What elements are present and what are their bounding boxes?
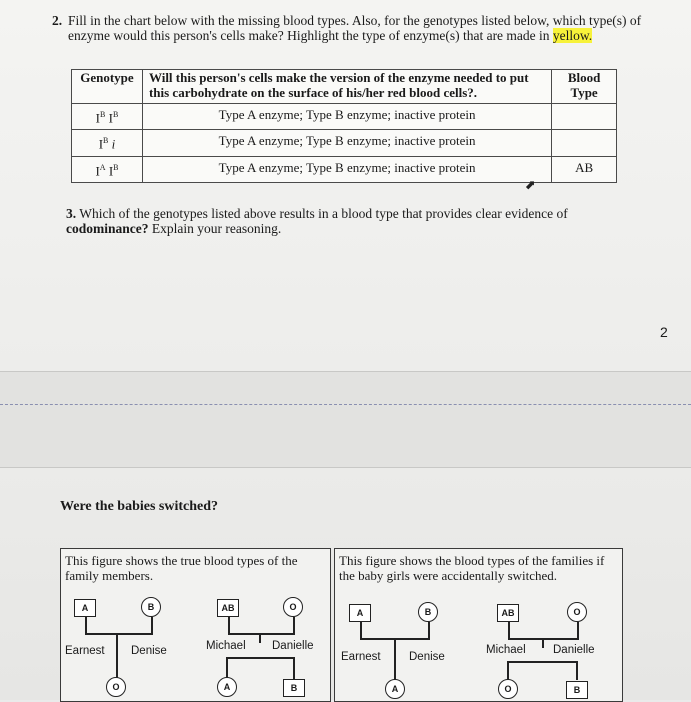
allele-2-sup: B [112,110,119,119]
cursor-arrow-icon: ⬈ [525,177,536,192]
question-3-text: Which of the genotypes listed above results in a blood type that provides clear evidence of [79,206,568,221]
page-number: 2 [660,324,668,340]
mother-name: Danielle [553,644,595,656]
allele-1-sup: B [100,110,106,119]
pedigree-line [577,622,579,639]
marriage-line [228,633,295,635]
mother-circle-icon: B [418,602,438,622]
father-square-icon: A [74,599,96,617]
enzyme-cell[interactable]: Type A enzyme; Type B enzyme; inactive protein [142,156,551,182]
mother-name: Denise [131,645,167,657]
figure-switched-blood-types [334,548,623,702]
pedigree-line [228,616,230,634]
mother-circle-icon: B [141,597,161,617]
father-square-icon: AB [497,604,519,622]
father-square-icon: AB [217,599,239,617]
blood-type-cell[interactable]: AB [552,156,617,182]
allele-2-sup: B [113,162,119,172]
genotype-table [71,69,617,183]
descent-line [394,638,396,680]
pedigree-line [360,621,362,639]
table-header-row [72,70,617,104]
figure-true-blood-types [60,548,331,702]
question-3 [66,206,626,236]
question-3-bold: codominance? [66,221,149,236]
genotype-cell [72,130,143,156]
child-square-icon: B [566,681,588,699]
table-row [72,104,617,130]
father-square-icon: A [349,604,371,622]
sibship-line [226,657,294,659]
descent-line [116,633,118,678]
page-break-band [0,371,691,468]
child-circle-icon: O [106,677,126,697]
mother-circle-icon: O [567,602,587,622]
header-enzyme: Will this person's cells make the version of the enzyme needed to put this carbohydrate on the surface of his/her red blood cells?. [142,70,551,104]
descent-line [226,657,228,679]
marriage-line [85,633,153,635]
figure-1-caption: This figure shows the true blood types of the family members. [65,553,298,583]
allele-1-sup: A [99,162,106,172]
question-2-number: 2. [52,13,63,28]
mother-name: Denise [409,651,445,663]
allele-2: I [108,110,113,126]
allele-1: I [95,162,100,178]
child-circle-icon: A [385,679,405,699]
allele-1-sup: B [103,136,109,146]
figure-2-caption: This figure shows the blood types of the families if the baby girls were accidentally switched. [339,553,605,583]
header-blood-type: Blood Type [552,70,617,104]
enzyme-cell[interactable]: Type A enzyme; Type B enzyme; inactive protein [142,104,551,130]
father-name: Earnest [341,651,381,663]
pedigree-line [151,617,153,634]
mother-circle-icon: O [283,597,303,617]
allele-1: I [95,110,100,126]
babies-heading: Were the babies switched? [60,499,219,514]
question-3-text-after: Explain your reasoning. [151,221,282,236]
genotype-cell [72,156,143,182]
sibship-line [507,661,577,663]
father-name: Michael [206,640,246,652]
header-genotype: Genotype [72,70,143,104]
father-name: Michael [486,644,526,656]
mother-name: Danielle [272,640,314,652]
genotype-cell [72,104,143,130]
enzyme-cell[interactable]: Type A enzyme; Type B enzyme; inactive protein [142,130,551,156]
blood-type-cell[interactable] [552,130,617,156]
pedigree-line [508,621,510,639]
child-circle-icon: A [217,677,237,697]
blood-type-cell[interactable] [552,104,617,130]
question-2 [52,13,668,43]
table-row [72,130,617,156]
descent-line [542,638,544,648]
pedigree-line [293,617,295,634]
pedigree-line [85,616,87,634]
descent-line [576,661,578,680]
page-break-dashed-line [0,404,691,405]
pedigree-line [428,622,430,639]
descent-line [259,633,261,643]
question-2-text: Fill in the chart below with the missing blood types. Also, for the genotypes listed below, which type(s) of enzyme would this person's cells make? Highlight the type of enzyme(s) that are made in [68,13,642,43]
allele-2: I [108,162,114,178]
question-2-highlight: yellow. [552,28,593,43]
descent-line [293,657,295,679]
child-square-icon: B [283,679,305,697]
father-name: Earnest [65,645,105,657]
descent-line [507,661,509,680]
question-3-number: 3. [66,206,77,221]
allele-2: i [111,136,116,152]
child-circle-icon: O [498,679,518,699]
marriage-line [508,638,579,640]
allele-1: I [98,136,104,152]
